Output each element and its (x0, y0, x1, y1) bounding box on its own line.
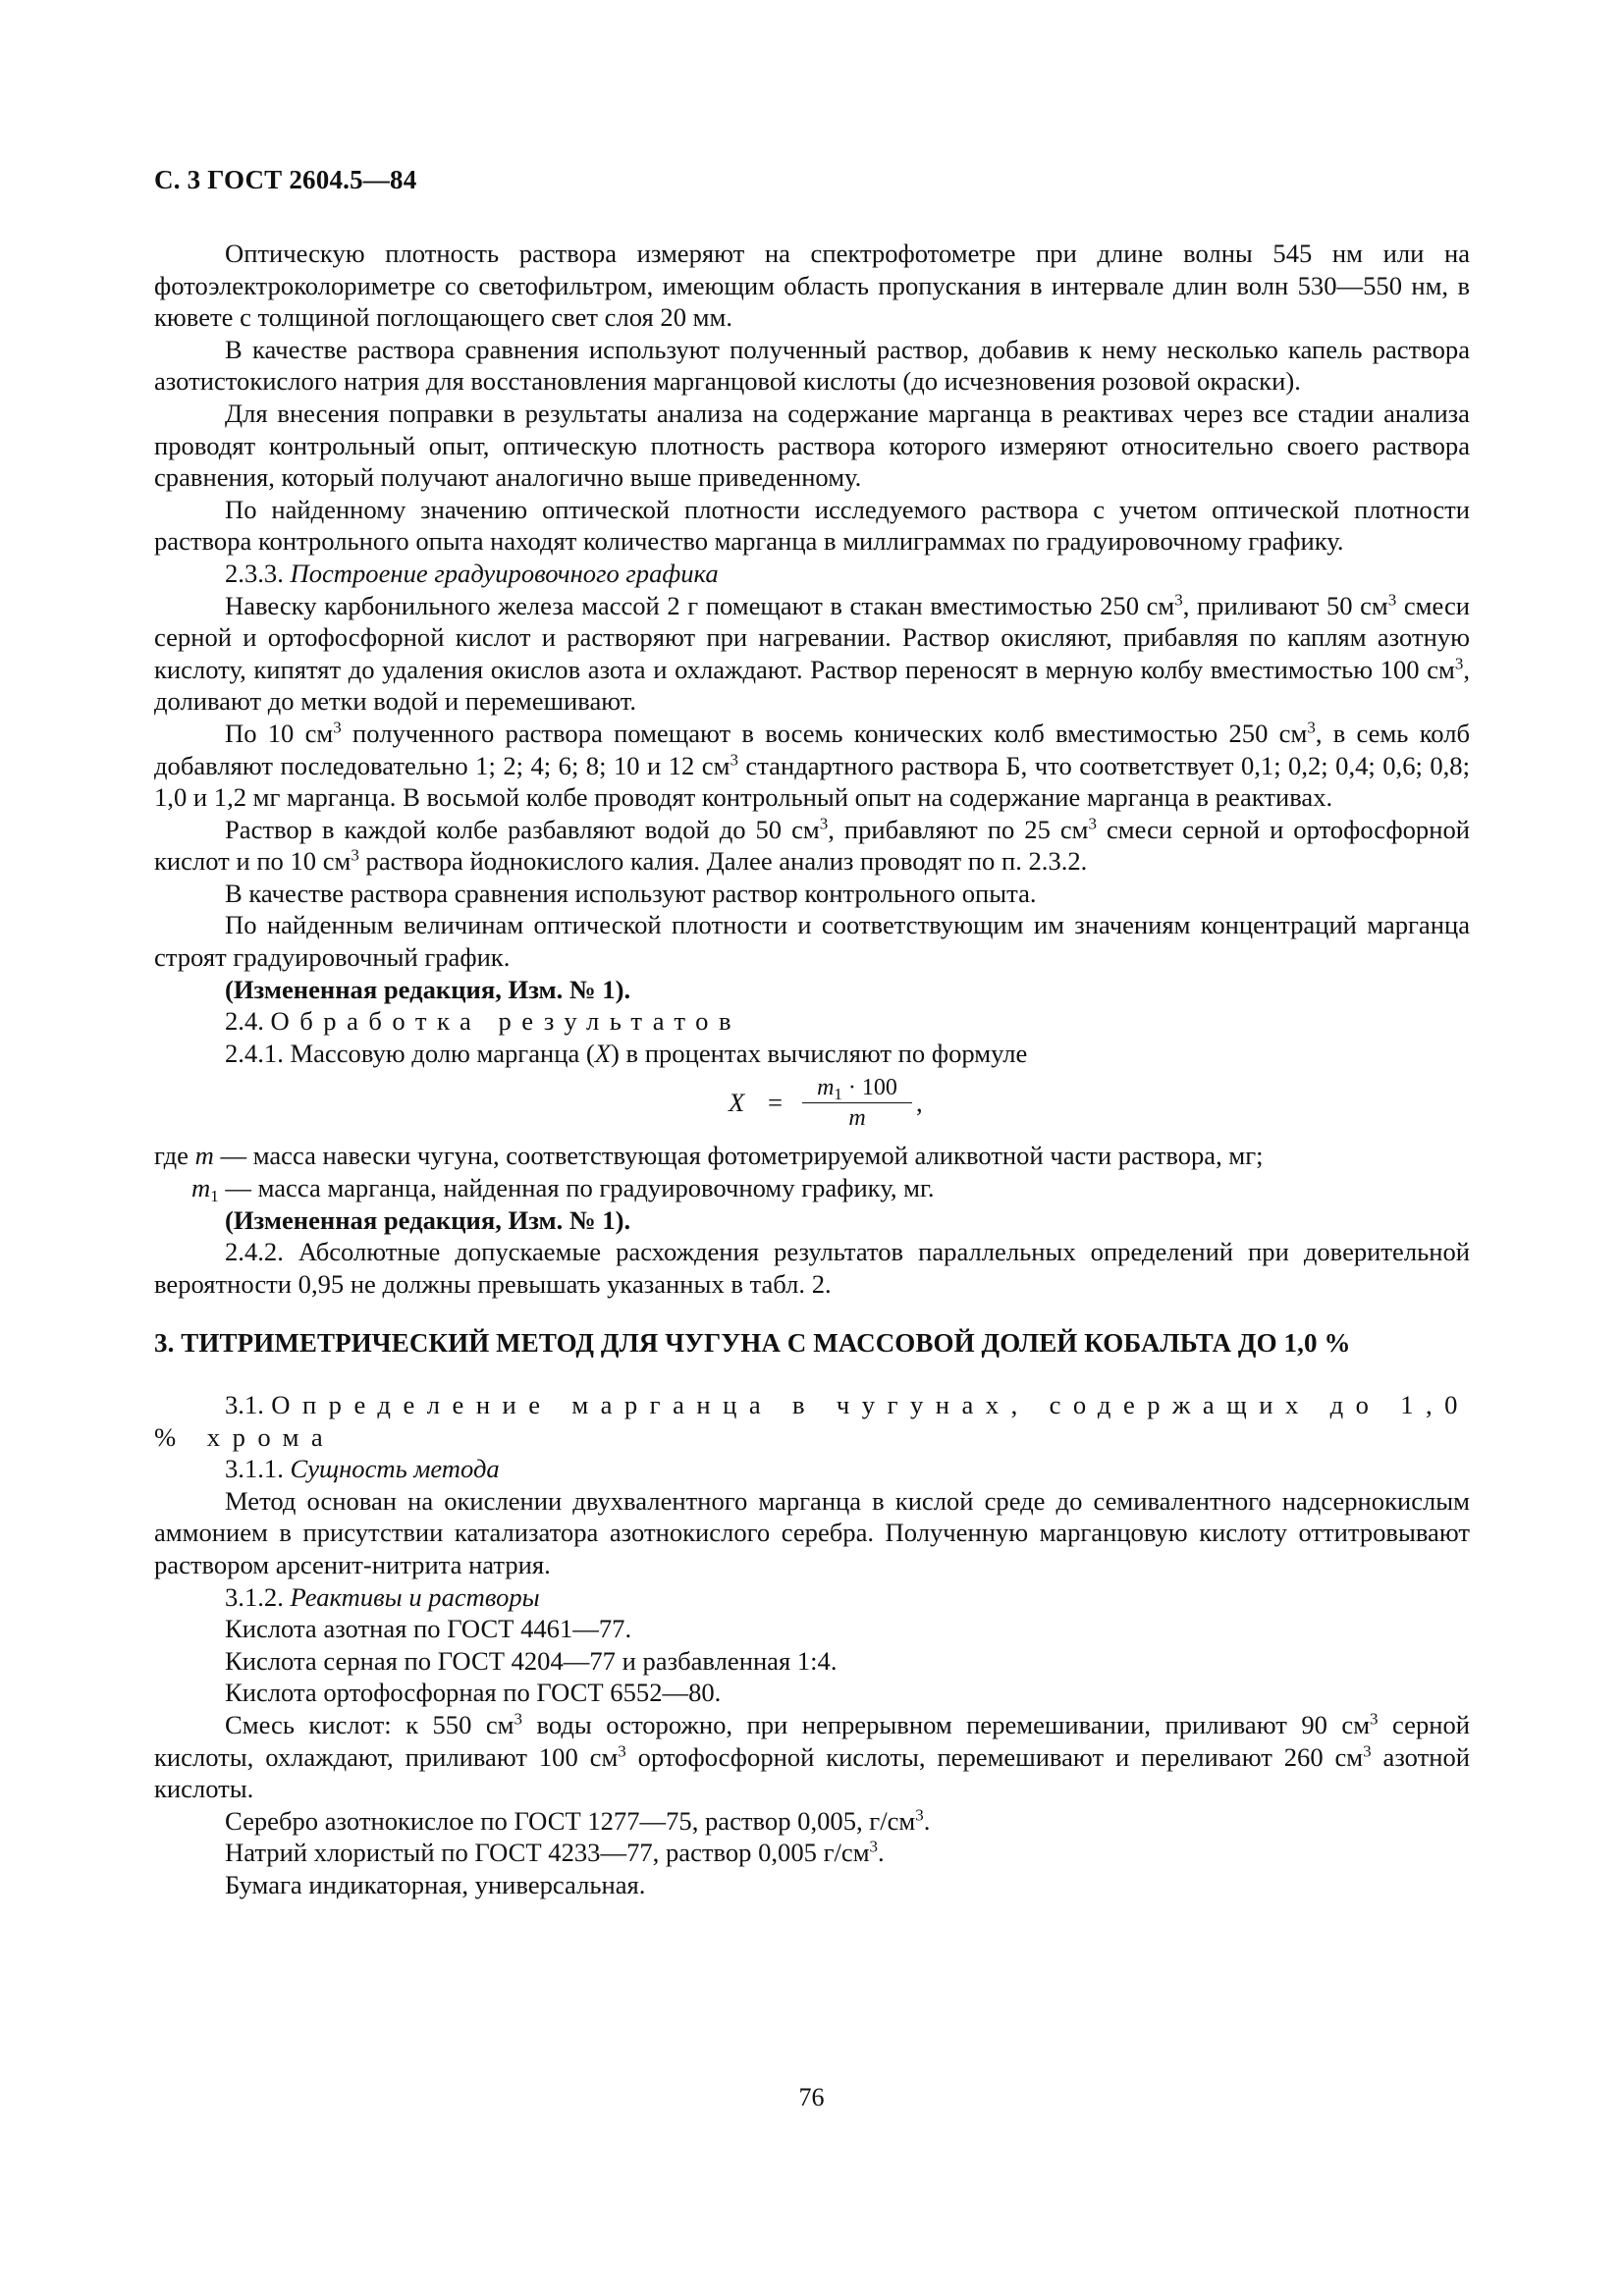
subsection-heading-2-4 (154, 1005, 1470, 1038)
text-run: . (878, 1838, 885, 1868)
formula-comma: , (916, 1088, 923, 1118)
subsection-number: 3.1.2. (225, 1581, 284, 1612)
page-number: 76 (798, 2083, 825, 2111)
superscript: 3 (514, 1709, 522, 1729)
text-run: ) в процентах вычисляют по формуле (611, 1038, 1028, 1068)
subsection-title: Построение градуировочного графика (290, 558, 719, 588)
formula (154, 1073, 1470, 1138)
superscript: 3 (1387, 590, 1397, 610)
formula-lhs: X (729, 1088, 745, 1118)
text-run: , приливают 50 см (1182, 590, 1388, 620)
reagent-item: Кислота серная по ГОСТ 4204—77 и разбавленная 1:4. (225, 1645, 838, 1676)
text-run: , в семь колб добавляют последовательно 1; 2; 4; 6; 8; 10 и 12 см (154, 718, 1471, 780)
text-run: полученного раствора помещают в восемь конических колб вместимостью 250 см (341, 718, 1308, 748)
reagent-item (154, 1709, 1470, 1805)
paragraph: По найденным величинам оптической плотности и соответствующим им значениям концентраций марганца строят градуировочный график. (154, 910, 1470, 973)
where-line-2 (154, 1172, 1470, 1204)
paragraph (154, 1038, 1470, 1070)
text-run: 2.4.1. Массовую долю марганца ( (225, 1038, 595, 1068)
superscript: 3 (730, 750, 738, 770)
subsection-heading-3-1 (154, 1389, 1470, 1453)
text-run: Раствор в каждой колбе разбавляют водой до 50 см (225, 814, 820, 844)
superscript: 3 (1363, 1741, 1372, 1761)
subsection-number: 3.1.1. (225, 1454, 284, 1484)
superscript: 3 (915, 1805, 924, 1825)
paragraph (154, 590, 1470, 718)
where-line-1 (154, 1140, 1470, 1172)
reagent-item: Кислота азотная по ГОСТ 4461—77. (225, 1614, 632, 1644)
superscript: 3 (1370, 1709, 1379, 1729)
amendment-note: (Измененная редакция, Изм. № 1). (225, 1204, 631, 1235)
paragraph: В качестве раствора сравнения используют раствор контрольного опыта. (225, 878, 1037, 908)
formula-fraction (802, 1073, 912, 1133)
superscript: 3 (1307, 718, 1316, 737)
text-run: смеси серной и ортофосфорной кислот и по 10 см (154, 814, 1470, 877)
document-body (154, 238, 1470, 1901)
paragraph: По найденному значению оптической плотности исследуемого раствора с учетом оптической плотности раствора контрольного опыта находят количество марганца в миллиграммах по градуировочному графику. (154, 494, 1470, 557)
subsection-title: Обработка результатов (270, 1006, 742, 1037)
page-header: С. 3 ГОСТ 2604.5—84 (154, 165, 417, 194)
formula-numerator (802, 1073, 912, 1102)
text-run: . (923, 1805, 931, 1836)
text-run: Навеску карбонильного железа массой 2 г помещают в стакан вместимостью 250 см (225, 590, 1175, 620)
text-run: Смесь кислот: к 550 см (225, 1709, 514, 1739)
subsection-heading-2-3-3 (154, 558, 1470, 590)
amendment-note: (Измененная редакция, Изм. № 1). (225, 974, 631, 1004)
paragraph (154, 814, 1470, 878)
reagent-item (154, 1805, 1470, 1838)
subsection-title: Определение марганца в чугунах, содержащих до 1,0 % хрома (154, 1390, 1470, 1452)
paragraph: 2.4.2. Абсолютные допускаемые расхождения результатов параллельных определений при доверительной вероятности 0,95 не должны превышать указанных в табл. 2. (154, 1237, 1470, 1299)
text-run: серной кислоты, охлаждают, приливают 100 см (154, 1709, 1471, 1772)
subsection-number: 2.4. (225, 1006, 264, 1037)
text-run: — масса марганца, найденная по градуировочному графику, мг. (218, 1173, 935, 1203)
text-run: стандартного раствора Б, что соответствует 0,1; 0,2; 0,4; 0,6; 0,8; 1,0 и 1,2 мг марганца. В восьмой колбе проводят контрольный опыт на содержание марганца в реактивах. (154, 750, 1470, 813)
numerator-variable: m (817, 1075, 835, 1101)
paragraph: Для внесения поправки в результаты анализа на содержание марганца в реактивах через все стадии анализа проводят контрольный опыт, оптическую плотность раствора которого измеряют относительно своего раствора сравнения, который получают аналогично выше приведенному. (154, 398, 1470, 493)
paragraph: В качестве раствора сравнения используют полученный раствор, добавив к нему несколько капель раствора азотистокислого натрия для восстановления марганцовой кислоты (до исчезновения розовой окраски). (154, 334, 1470, 397)
variable-x: X (594, 1038, 612, 1068)
paragraph (154, 718, 1470, 814)
numerator-subscript: 1 (834, 1085, 842, 1104)
section-3-heading: 3. ТИТРИМЕТРИЧЕСКИЙ МЕТОД ДЛЯ ЧУГУНА С МАССОВОЙ ДОЛЕЙ КОБАЛЬТА ДО 1,0 % (154, 1328, 1351, 1359)
reagent-item (154, 1837, 1470, 1869)
text-run: смеси серной и ортофосфорной кислот и растворяют при нагревании. Раствор окисляют, прибавляя по каплям азотную кислоту, кипятят до удаления окислов азота и охлаждают. Раствор переносят в мерную колбу вместимостью 100 см (154, 590, 1470, 684)
superscript: 3 (333, 718, 342, 737)
text-run: ортофосфорной кислоты, перемешивают и переливают 260 см (625, 1741, 1364, 1772)
subsection-number: 2.3.3. (225, 558, 284, 588)
paragraph: Оптическую плотность раствора измеряют на спектрофотометре при длине волны 545 нм или на фотоэлектроколориметре со светофильтром, имеющим область пропускания в интервале длин волн 530—550 нм, в кювете с толщиной поглощающего свет слоя 20 мм. (154, 239, 1470, 333)
superscript: 3 (1174, 590, 1183, 610)
text-run: По 10 см (225, 718, 334, 748)
text-run: , доливают до метки водой и перемешивают. (154, 654, 1470, 717)
reagent-item: Бумага индикаторная, универсальная. (225, 1869, 646, 1899)
text-run: — масса навески чугуна, соответствующая фотометрируемой аликвотной части раствора, мг; (213, 1141, 1264, 1171)
superscript: 3 (1088, 814, 1097, 833)
superscript: 3 (869, 1837, 879, 1856)
reagent-item: Кислота ортофосфорная по ГОСТ 6552—80. (225, 1678, 722, 1708)
text-run: Серебро азотнокислое по ГОСТ 1277—75, раствор 0,005, г/см (225, 1805, 916, 1836)
paragraph: Метод основан на окислении двухвалентного марганца в кислой среде до семивалентного надсернокислым аммонием в присутствии катализатора азотнокислого серебра. Полученную марганцовую кислоту оттитровывают раствором арсенит-нитрита натрия. (154, 1485, 1470, 1579)
text-run: воды осторожно, при непрерывном перемешивании, приливают 90 см (521, 1709, 1371, 1739)
variable-m: m (194, 1141, 214, 1171)
superscript: 3 (1454, 654, 1464, 673)
numerator-rest: · 100 (841, 1075, 897, 1101)
formula-denominator: m (848, 1105, 866, 1132)
text-run: Натрий хлористый по ГОСТ 4233—77, раствор 0,005 г/см (225, 1838, 870, 1868)
text-run: раствора йоднокислого калия. Далее анализ проводят по п. 2.3.2. (358, 846, 1088, 877)
superscript: 3 (618, 1741, 626, 1761)
subscript: 1 (210, 1187, 219, 1206)
formula-equals: = (768, 1088, 783, 1118)
subsection-heading-3-1-2 (154, 1581, 1470, 1614)
subsection-heading-3-1-1 (154, 1453, 1470, 1485)
subsection-number: 3.1. (225, 1390, 264, 1419)
text-run: где (154, 1141, 195, 1171)
superscript: 3 (351, 845, 359, 865)
superscript: 3 (819, 814, 829, 833)
text-run: , прибавляют по 25 см (828, 814, 1089, 844)
text-run: азотной кислоты. (154, 1741, 1471, 1804)
subsection-title: Реактивы и растворы (290, 1581, 540, 1612)
variable-m1: m (191, 1173, 211, 1203)
subsection-title: Сущность метода (290, 1454, 500, 1484)
